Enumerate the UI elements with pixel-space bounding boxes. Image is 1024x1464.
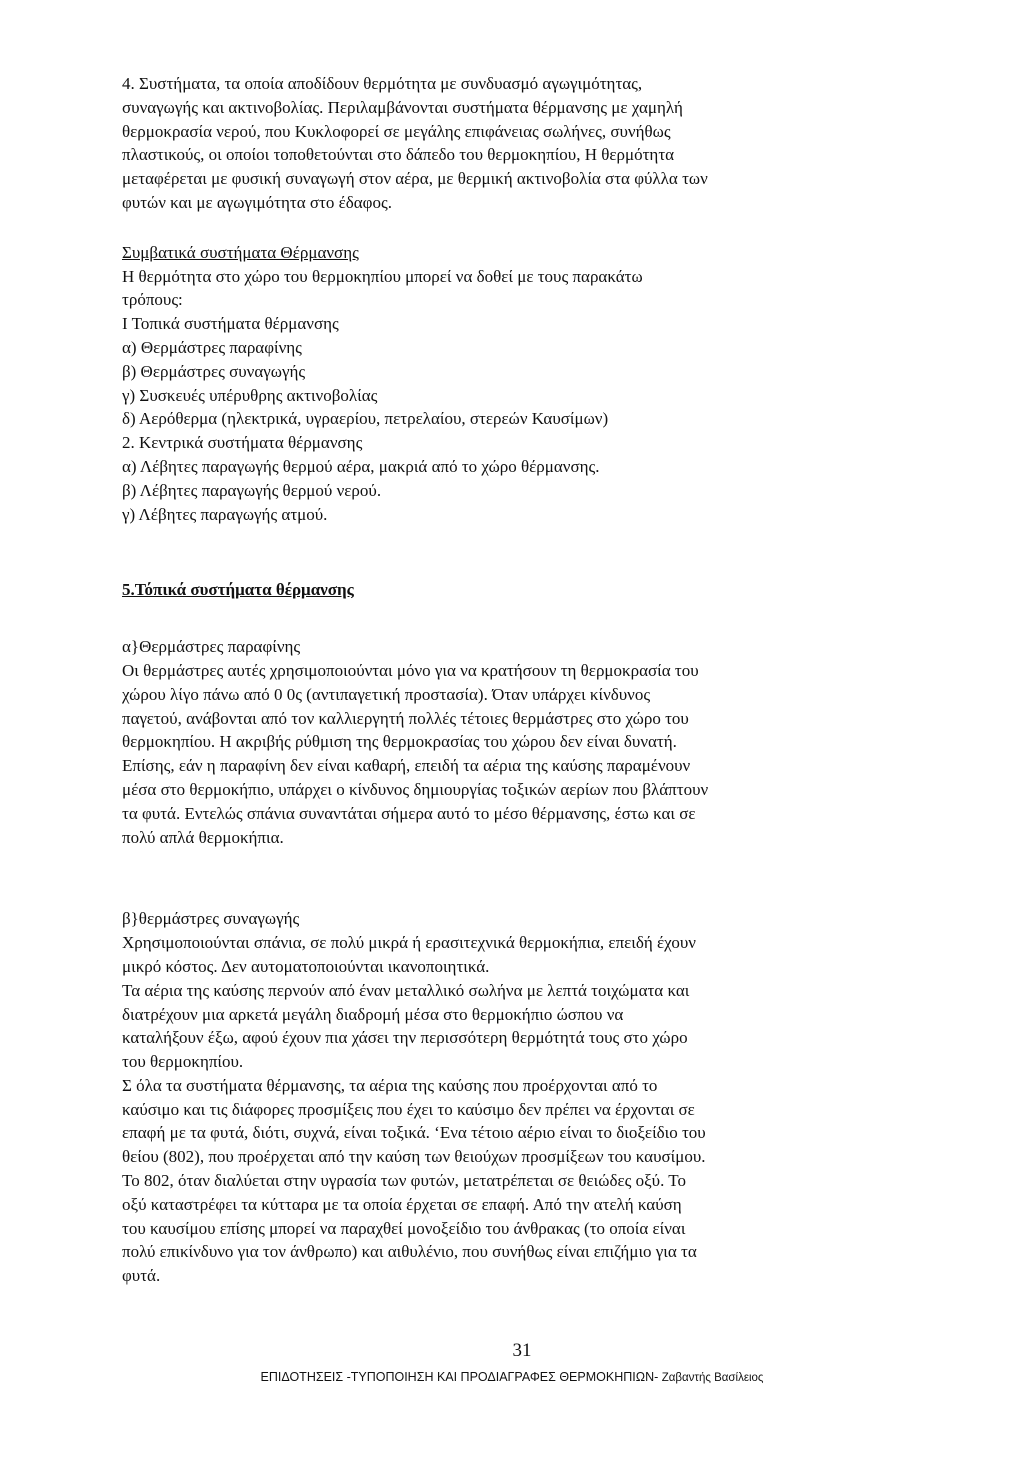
list-item: β) Λέβητες παραγωγής θερμού νερού.: [122, 480, 382, 500]
text-line: καταλήξουν έξω, αφού έχουν πια χάσει την περισσότερη θερμότητά τους στο χώρο: [122, 1028, 688, 1048]
section-4-paragraph: [122, 72, 912, 215]
document-page: [122, 72, 912, 1288]
page-number: 31: [512, 1340, 532, 1361]
text-line: Το 802, όταν διαλύεται στην υγρασία των φυτών, μετατρέπεται σε θειώδες οξύ. Το: [122, 1171, 686, 1191]
text-line: καύσιμο και τις διάφορες προσμίξεις που έχει το καύσιμο δεν πρέπει να έρχονται σε: [122, 1099, 695, 1119]
page-footer: [0, 1340, 1024, 1387]
convection-heaters-subsection: [122, 907, 912, 1288]
text-line: θείου (802), που προέρχεται από την καύση των θειούχων προσμίξεων του καυσίμου.: [122, 1147, 706, 1167]
list-item: β) Θερμάστρες συναγωγής: [122, 361, 306, 381]
conventional-systems-section: [122, 241, 912, 527]
text-line: Τα αέρια της καύσης περνούν από έναν μεταλλικό σωλήνα με λεπτά τοιχώματα και: [122, 980, 690, 1000]
list-item: γ) Συσκευές υπέρυθρης ακτινοβολίας: [122, 385, 378, 405]
text-line: 4. Συστήματα, τα οποία αποδίδουν θερμότητα με συνδυασμό αγωγιμότητας,: [122, 74, 643, 93]
text-line: Επίσης, εάν η παραφίνη δεν είναι καθαρή, επειδή τα αέρια της καύσης παραμένουν: [122, 756, 691, 776]
text-line: Σ όλα τα συστήματα θέρμανσης, τα αέρια της καύσης που προέρχονται από το: [122, 1075, 658, 1095]
text-line: του καυσίμου επίσης μπορεί να παραχθεί μονοξείδιο του άνθρακας (το οποία είναι: [122, 1218, 686, 1238]
footer-author: Ζαβαντής Βασίλειος: [661, 1372, 764, 1384]
text-line: διατρέχουν μια αρκετά μεγάλη διαδρομή μέσα στο θερμοκήπιο ώσπου να: [122, 1004, 624, 1024]
section-heading: 5.Τόπικά συστήματα θέρμανσης: [122, 580, 354, 600]
text-line: φυτά.: [122, 1266, 161, 1286]
text-line: θερμοκρασία νερού, που Κυκλοφορεί σε μεγάλης επιφάνειας σωλήνες, συνήθως: [122, 121, 671, 141]
list-item: δ) Αερόθερμα (ηλεκτρικά, υγραερίου, πετρελαίου, στερεών Καυσίμων): [122, 409, 609, 429]
text-line: πολύ απλά θερμοκήπια.: [122, 827, 284, 847]
text-line: μεταφέρεται με φυσική συναγωγή στον αέρα, με θερμική ακτινοβολία στα φύλλα των: [122, 169, 708, 189]
subsection-title: β}θερμάστρες συναγωγής: [122, 909, 300, 929]
list-item: α) Λέβητες παραγωγής θερμού αέρα, μακριά από το χώρο θέρμανσης.: [122, 456, 600, 476]
text-line: τα φυτά. Εντελώς σπάνια συναντάται σήμερα αυτό το μέσο θέρμανσης, έστω και σε: [122, 803, 696, 823]
text-line: συναγωγής και ακτινοβολίας. Περιλαμβάνονται συστήματα θέρμανσης με χαμηλή: [122, 97, 683, 117]
subsection-title: α}Θερμάστρες παραφίνης: [122, 637, 301, 657]
text-line: θερμοκηπίου. Η ακριβής ρύθμιση της θερμοκρασίας του χώρου δεν είναι δυνατή.: [122, 732, 677, 752]
text-line: μικρό κόστος. Δεν αυτοματοποιούνται ικανοποιητικά.: [122, 956, 490, 976]
text-line: μέσα στο θερμοκήπιο, υπάρχει ο κίνδυνος δημιουργίας τοξικών αερίων που βλάπτουν: [122, 779, 709, 799]
text-line: φυτών και με αγωγιμότητα στο έδαφος.: [122, 192, 392, 212]
list-item: α) Θερμάστρες παραφίνης: [122, 337, 302, 357]
footer-title: ΕΠΙΔΟΤΗΣΕΙΣ -ΤΥΠΟΠΟΙΗΣΗ ΚΑΙ ΠΡΟΔΙΑΓΡΑΦΕΣ ΘΕΡΜΟΚΗΠΙΩΝ-: [260, 1370, 659, 1384]
text-line: επαφή με τα φυτά, διότι, συχνά, είναι τοξικά. ‘Ενα τέτοιο αέριο είναι το διοξείδιο του: [122, 1123, 706, 1143]
section-5: [122, 578, 912, 1288]
text-line: τρόπους:: [122, 290, 183, 310]
section-heading: Συμβατικά συστήματα Θέρμανσης: [122, 242, 359, 262]
text-line: Οι θερμάστρες αυτές χρησιμοποιούνται μόνο για να κρατήσουν τη θερμοκρασία του: [122, 660, 699, 680]
footer-text: [0, 1368, 1024, 1387]
list-item: 2. Κεντρικά συστήματα θέρμανσης: [122, 433, 363, 453]
paraffin-heaters-subsection: [122, 635, 912, 849]
text-line: χώρου λίγο πάνω από 0 0ς (αντιπαγετική προστασία). Όταν υπάρχει κίνδυνος: [122, 684, 651, 704]
text-line: οξύ καταστρέφει τα κύτταρα με τα οποία έρχεται σε επαφή. Από την ατελή καύση: [122, 1194, 682, 1214]
text-line: πολύ επικίνδυνο για τον άνθρωπο) και αιθυλένιο, που συνήθως είναι επιζήμιο για τα: [122, 1242, 697, 1262]
text-line: πλαστικούς, οι οποίοι τοποθετούνται στο δάπεδο του θερμοκηπίου, Η θερμότητα: [122, 145, 675, 165]
text-line: Η θερμότητα στο χώρο του θερμοκηπίου μπορεί να δοθεί με τους παρακάτω: [122, 266, 643, 286]
text-line: Χρησιμοποιούνται σπάνια, σε πολύ μικρά ή ερασιτεχνικά θερμοκήπια, επειδή έχουν: [122, 933, 696, 953]
text-line: του θερμοκηπίου.: [122, 1052, 244, 1072]
text-line: παγετού, ανάβονται από τον καλλιεργητή πολλές τέτοιες θερμάστρες στο χώρο του: [122, 708, 689, 728]
list-item: γ) Λέβητες παραγωγής ατμού.: [122, 504, 328, 524]
list-item: Ι Τοπικά συστήματα θέρμανσης: [122, 314, 339, 334]
